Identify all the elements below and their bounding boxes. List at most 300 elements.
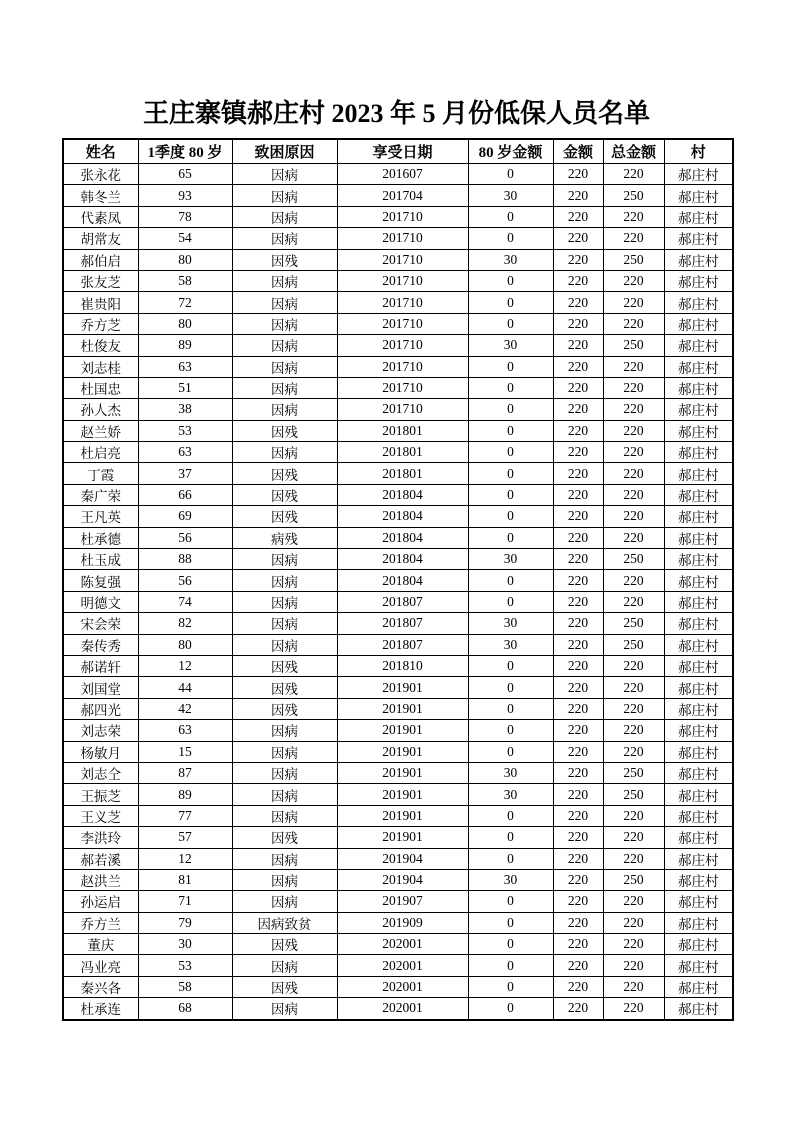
cell-cause-of-poverty: 因残 — [232, 506, 337, 527]
cell-benefit-start-date: 201904 — [337, 848, 468, 869]
cell-name: 胡常友 — [63, 228, 138, 249]
cell-cause-of-poverty: 因病 — [232, 270, 337, 291]
cell-name: 赵洪兰 — [63, 869, 138, 890]
cell-name: 杜玉成 — [63, 549, 138, 570]
cell-village: 郝庄村 — [664, 720, 733, 741]
cell-age-80-amount: 0 — [468, 677, 553, 698]
cell-age-80-amount: 0 — [468, 827, 553, 848]
cell-cause-of-poverty: 因病 — [232, 206, 337, 227]
cell-cause-of-poverty: 因残 — [232, 934, 337, 955]
cell-name: 杜启亮 — [63, 442, 138, 463]
cell-name: 杜承德 — [63, 527, 138, 548]
table-row — [63, 185, 733, 206]
cell-q1-age-80: 58 — [138, 270, 232, 291]
table-row — [63, 164, 733, 185]
table-row — [63, 527, 733, 548]
table-row — [63, 655, 733, 676]
cell-total-amount: 220 — [603, 912, 664, 933]
cell-cause-of-poverty: 因病 — [232, 613, 337, 634]
cell-age-80-amount: 0 — [468, 570, 553, 591]
cell-name: 赵兰娇 — [63, 420, 138, 441]
cell-cause-of-poverty: 因病 — [232, 634, 337, 655]
cell-name: 韩冬兰 — [63, 185, 138, 206]
cell-q1-age-80: 15 — [138, 741, 232, 762]
table-row — [63, 827, 733, 848]
cell-age-80-amount: 30 — [468, 335, 553, 356]
cell-age-80-amount: 0 — [468, 506, 553, 527]
cell-village: 郝庄村 — [664, 270, 733, 291]
cell-benefit-start-date: 201804 — [337, 506, 468, 527]
cell-cause-of-poverty: 因病 — [232, 784, 337, 805]
cell-q1-age-80: 12 — [138, 848, 232, 869]
cell-amount: 220 — [553, 292, 603, 313]
cell-village: 郝庄村 — [664, 613, 733, 634]
cell-village: 郝庄村 — [664, 463, 733, 484]
cell-benefit-start-date: 201710 — [337, 270, 468, 291]
cell-q1-age-80: 66 — [138, 484, 232, 505]
cell-q1-age-80: 69 — [138, 506, 232, 527]
cell-q1-age-80: 44 — [138, 677, 232, 698]
cell-age-80-amount: 0 — [468, 955, 553, 976]
table-body — [63, 164, 733, 1020]
cell-amount: 220 — [553, 335, 603, 356]
cell-village: 郝庄村 — [664, 442, 733, 463]
cell-name: 孙人杰 — [63, 399, 138, 420]
cell-village: 郝庄村 — [664, 185, 733, 206]
cell-total-amount: 250 — [603, 869, 664, 890]
cell-cause-of-poverty: 因病 — [232, 741, 337, 762]
cell-q1-age-80: 30 — [138, 934, 232, 955]
cell-amount: 220 — [553, 976, 603, 997]
cell-age-80-amount: 0 — [468, 206, 553, 227]
cell-amount: 220 — [553, 185, 603, 206]
welfare-roster-table — [62, 138, 734, 1021]
cell-village: 郝庄村 — [664, 206, 733, 227]
table-row — [63, 698, 733, 719]
cell-amount: 220 — [553, 741, 603, 762]
cell-name: 张友芝 — [63, 270, 138, 291]
cell-village: 郝庄村 — [664, 698, 733, 719]
cell-benefit-start-date: 201901 — [337, 762, 468, 783]
cell-name: 李洪玲 — [63, 827, 138, 848]
cell-village: 郝庄村 — [664, 249, 733, 270]
cell-q1-age-80: 71 — [138, 891, 232, 912]
cell-name: 杨敏月 — [63, 741, 138, 762]
cell-name: 冯业亮 — [63, 955, 138, 976]
cell-age-80-amount: 0 — [468, 292, 553, 313]
cell-amount: 220 — [553, 762, 603, 783]
cell-total-amount: 250 — [603, 249, 664, 270]
cell-cause-of-poverty: 因病 — [232, 891, 337, 912]
cell-name: 刘国堂 — [63, 677, 138, 698]
cell-village: 郝庄村 — [664, 549, 733, 570]
table-row — [63, 292, 733, 313]
cell-age-80-amount: 30 — [468, 869, 553, 890]
cell-total-amount: 220 — [603, 655, 664, 676]
table-row — [63, 570, 733, 591]
cell-amount: 220 — [553, 677, 603, 698]
cell-village: 郝庄村 — [664, 805, 733, 826]
cell-benefit-start-date: 201801 — [337, 463, 468, 484]
cell-amount: 220 — [553, 399, 603, 420]
table-row — [63, 463, 733, 484]
cell-village: 郝庄村 — [664, 228, 733, 249]
cell-name: 秦广荣 — [63, 484, 138, 505]
cell-total-amount: 220 — [603, 848, 664, 869]
table-row — [63, 998, 733, 1020]
cell-village: 郝庄村 — [664, 527, 733, 548]
cell-total-amount: 220 — [603, 463, 664, 484]
cell-village: 郝庄村 — [664, 591, 733, 612]
cell-q1-age-80: 58 — [138, 976, 232, 997]
cell-total-amount: 220 — [603, 377, 664, 398]
cell-total-amount: 220 — [603, 698, 664, 719]
cell-total-amount: 220 — [603, 998, 664, 1020]
cell-q1-age-80: 82 — [138, 613, 232, 634]
table-row — [63, 228, 733, 249]
cell-age-80-amount: 0 — [468, 527, 553, 548]
cell-benefit-start-date: 201807 — [337, 634, 468, 655]
cell-name: 郝若溪 — [63, 848, 138, 869]
cell-amount: 220 — [553, 784, 603, 805]
cell-total-amount: 220 — [603, 527, 664, 548]
table-row — [63, 741, 733, 762]
cell-name: 刘志桂 — [63, 356, 138, 377]
cell-total-amount: 220 — [603, 741, 664, 762]
cell-benefit-start-date: 201710 — [337, 292, 468, 313]
cell-name: 郝四光 — [63, 698, 138, 719]
cell-benefit-start-date: 201804 — [337, 570, 468, 591]
cell-total-amount: 250 — [603, 784, 664, 805]
cell-cause-of-poverty: 因病 — [232, 805, 337, 826]
cell-total-amount: 220 — [603, 827, 664, 848]
cell-cause-of-poverty: 因病致贫 — [232, 912, 337, 933]
table-row — [63, 356, 733, 377]
cell-village: 郝庄村 — [664, 891, 733, 912]
table-row — [63, 955, 733, 976]
table-row — [63, 848, 733, 869]
cell-village: 郝庄村 — [664, 912, 733, 933]
cell-name: 王义芝 — [63, 805, 138, 826]
cell-q1-age-80: 42 — [138, 698, 232, 719]
cell-cause-of-poverty: 因残 — [232, 827, 337, 848]
cell-village: 郝庄村 — [664, 570, 733, 591]
cell-village: 郝庄村 — [664, 399, 733, 420]
cell-benefit-start-date: 202001 — [337, 976, 468, 997]
cell-amount: 220 — [553, 720, 603, 741]
cell-village: 郝庄村 — [664, 762, 733, 783]
cell-name: 杜承连 — [63, 998, 138, 1020]
cell-name: 乔方兰 — [63, 912, 138, 933]
cell-cause-of-poverty: 因病 — [232, 955, 337, 976]
cell-village: 郝庄村 — [664, 634, 733, 655]
cell-age-80-amount: 0 — [468, 805, 553, 826]
cell-total-amount: 250 — [603, 762, 664, 783]
cell-cause-of-poverty: 因病 — [232, 185, 337, 206]
cell-total-amount: 250 — [603, 549, 664, 570]
cell-q1-age-80: 63 — [138, 442, 232, 463]
cell-total-amount: 250 — [603, 613, 664, 634]
cell-age-80-amount: 0 — [468, 356, 553, 377]
cell-benefit-start-date: 202001 — [337, 934, 468, 955]
cell-name: 代素凤 — [63, 206, 138, 227]
cell-benefit-start-date: 201901 — [337, 741, 468, 762]
table-row — [63, 206, 733, 227]
cell-village: 郝庄村 — [664, 655, 733, 676]
cell-age-80-amount: 0 — [468, 976, 553, 997]
table-row — [63, 506, 733, 527]
cell-q1-age-80: 81 — [138, 869, 232, 890]
table-row — [63, 249, 733, 270]
cell-name: 董庆 — [63, 934, 138, 955]
cell-village: 郝庄村 — [664, 955, 733, 976]
cell-total-amount: 220 — [603, 442, 664, 463]
cell-benefit-start-date: 201901 — [337, 720, 468, 741]
column-header-benefit-start-date: 享受日期 — [337, 139, 468, 164]
cell-q1-age-80: 89 — [138, 784, 232, 805]
cell-age-80-amount: 0 — [468, 655, 553, 676]
table-row — [63, 313, 733, 334]
cell-total-amount: 220 — [603, 677, 664, 698]
cell-age-80-amount: 0 — [468, 998, 553, 1020]
column-header-age-80-amount: 80 岁金额 — [468, 139, 553, 164]
table-row — [63, 784, 733, 805]
cell-q1-age-80: 80 — [138, 634, 232, 655]
cell-village: 郝庄村 — [664, 848, 733, 869]
cell-age-80-amount: 0 — [468, 484, 553, 505]
cell-name: 刘志仝 — [63, 762, 138, 783]
cell-q1-age-80: 68 — [138, 998, 232, 1020]
cell-q1-age-80: 63 — [138, 356, 232, 377]
table-row — [63, 399, 733, 420]
cell-q1-age-80: 80 — [138, 313, 232, 334]
cell-q1-age-80: 53 — [138, 420, 232, 441]
cell-total-amount: 220 — [603, 164, 664, 185]
cell-age-80-amount: 30 — [468, 185, 553, 206]
cell-village: 郝庄村 — [664, 506, 733, 527]
cell-cause-of-poverty: 因残 — [232, 655, 337, 676]
cell-total-amount: 220 — [603, 891, 664, 912]
cell-cause-of-poverty: 因残 — [232, 463, 337, 484]
cell-benefit-start-date: 201710 — [337, 377, 468, 398]
cell-amount: 220 — [553, 206, 603, 227]
cell-amount: 220 — [553, 934, 603, 955]
cell-total-amount: 220 — [603, 292, 664, 313]
cell-age-80-amount: 30 — [468, 784, 553, 805]
cell-cause-of-poverty: 因病 — [232, 720, 337, 741]
cell-village: 郝庄村 — [664, 869, 733, 890]
cell-cause-of-poverty: 因病 — [232, 335, 337, 356]
cell-name: 王凡英 — [63, 506, 138, 527]
cell-cause-of-poverty: 因病 — [232, 164, 337, 185]
cell-q1-age-80: 57 — [138, 827, 232, 848]
column-header-village: 村 — [664, 139, 733, 164]
cell-age-80-amount: 30 — [468, 634, 553, 655]
cell-amount: 220 — [553, 891, 603, 912]
cell-cause-of-poverty: 因残 — [232, 698, 337, 719]
cell-amount: 220 — [553, 655, 603, 676]
cell-total-amount: 220 — [603, 955, 664, 976]
cell-amount: 220 — [553, 591, 603, 612]
cell-amount: 220 — [553, 442, 603, 463]
cell-village: 郝庄村 — [664, 998, 733, 1020]
cell-amount: 220 — [553, 484, 603, 505]
cell-amount: 220 — [553, 848, 603, 869]
table-row — [63, 976, 733, 997]
cell-benefit-start-date: 201704 — [337, 185, 468, 206]
cell-benefit-start-date: 201804 — [337, 484, 468, 505]
cell-name: 明德文 — [63, 591, 138, 612]
cell-q1-age-80: 72 — [138, 292, 232, 313]
column-header-amount: 金额 — [553, 139, 603, 164]
cell-total-amount: 220 — [603, 206, 664, 227]
cell-total-amount: 220 — [603, 805, 664, 826]
cell-name: 郝伯启 — [63, 249, 138, 270]
cell-village: 郝庄村 — [664, 313, 733, 334]
cell-name: 宋会荣 — [63, 613, 138, 634]
cell-village: 郝庄村 — [664, 677, 733, 698]
cell-name: 刘志荣 — [63, 720, 138, 741]
cell-amount: 220 — [553, 270, 603, 291]
cell-amount: 220 — [553, 463, 603, 484]
cell-total-amount: 250 — [603, 335, 664, 356]
cell-q1-age-80: 38 — [138, 399, 232, 420]
cell-total-amount: 220 — [603, 570, 664, 591]
cell-village: 郝庄村 — [664, 292, 733, 313]
cell-name: 崔贵阳 — [63, 292, 138, 313]
cell-total-amount: 220 — [603, 976, 664, 997]
cell-total-amount: 220 — [603, 270, 664, 291]
cell-cause-of-poverty: 因残 — [232, 249, 337, 270]
cell-village: 郝庄村 — [664, 934, 733, 955]
cell-name: 孙运启 — [63, 891, 138, 912]
cell-age-80-amount: 0 — [468, 399, 553, 420]
cell-q1-age-80: 63 — [138, 720, 232, 741]
cell-age-80-amount: 0 — [468, 270, 553, 291]
cell-amount: 220 — [553, 506, 603, 527]
cell-village: 郝庄村 — [664, 976, 733, 997]
cell-age-80-amount: 0 — [468, 848, 553, 869]
cell-q1-age-80: 65 — [138, 164, 232, 185]
cell-amount: 220 — [553, 570, 603, 591]
cell-amount: 220 — [553, 313, 603, 334]
cell-amount: 220 — [553, 527, 603, 548]
cell-name: 王振芝 — [63, 784, 138, 805]
cell-name: 乔方芝 — [63, 313, 138, 334]
cell-age-80-amount: 30 — [468, 613, 553, 634]
cell-benefit-start-date: 201807 — [337, 591, 468, 612]
cell-amount: 220 — [553, 228, 603, 249]
cell-cause-of-poverty: 因残 — [232, 677, 337, 698]
cell-amount: 220 — [553, 549, 603, 570]
cell-total-amount: 220 — [603, 506, 664, 527]
table-header-row — [63, 139, 733, 164]
cell-benefit-start-date: 201801 — [337, 420, 468, 441]
cell-village: 郝庄村 — [664, 377, 733, 398]
table-row — [63, 762, 733, 783]
cell-name: 杜俊友 — [63, 335, 138, 356]
cell-benefit-start-date: 201901 — [337, 677, 468, 698]
cell-age-80-amount: 0 — [468, 420, 553, 441]
table-row — [63, 270, 733, 291]
cell-amount: 220 — [553, 613, 603, 634]
table-row — [63, 677, 733, 698]
cell-benefit-start-date: 202001 — [337, 955, 468, 976]
cell-cause-of-poverty: 因病 — [232, 998, 337, 1020]
cell-cause-of-poverty: 因病 — [232, 399, 337, 420]
cell-total-amount: 220 — [603, 591, 664, 612]
cell-name: 郝诺轩 — [63, 655, 138, 676]
cell-cause-of-poverty: 因病 — [232, 869, 337, 890]
cell-total-amount: 220 — [603, 934, 664, 955]
table-row — [63, 934, 733, 955]
cell-benefit-start-date: 201804 — [337, 549, 468, 570]
cell-q1-age-80: 80 — [138, 249, 232, 270]
cell-age-80-amount: 0 — [468, 228, 553, 249]
table-row — [63, 484, 733, 505]
cell-amount: 220 — [553, 912, 603, 933]
cell-village: 郝庄村 — [664, 827, 733, 848]
cell-cause-of-poverty: 病残 — [232, 527, 337, 548]
cell-benefit-start-date: 201710 — [337, 313, 468, 334]
cell-age-80-amount: 0 — [468, 442, 553, 463]
cell-benefit-start-date: 201901 — [337, 698, 468, 719]
table-row — [63, 442, 733, 463]
cell-amount: 220 — [553, 805, 603, 826]
cell-cause-of-poverty: 因病 — [232, 377, 337, 398]
cell-village: 郝庄村 — [664, 741, 733, 762]
cell-amount: 220 — [553, 164, 603, 185]
cell-q1-age-80: 78 — [138, 206, 232, 227]
cell-benefit-start-date: 201909 — [337, 912, 468, 933]
cell-q1-age-80: 87 — [138, 762, 232, 783]
cell-benefit-start-date: 201710 — [337, 335, 468, 356]
cell-village: 郝庄村 — [664, 784, 733, 805]
cell-q1-age-80: 37 — [138, 463, 232, 484]
cell-benefit-start-date: 201907 — [337, 891, 468, 912]
cell-age-80-amount: 0 — [468, 720, 553, 741]
cell-cause-of-poverty: 因残 — [232, 976, 337, 997]
cell-total-amount: 220 — [603, 356, 664, 377]
cell-amount: 220 — [553, 955, 603, 976]
cell-village: 郝庄村 — [664, 356, 733, 377]
cell-name: 秦兴各 — [63, 976, 138, 997]
cell-village: 郝庄村 — [664, 335, 733, 356]
cell-amount: 220 — [553, 698, 603, 719]
cell-benefit-start-date: 201710 — [337, 228, 468, 249]
cell-name: 张永花 — [63, 164, 138, 185]
cell-age-80-amount: 0 — [468, 912, 553, 933]
cell-benefit-start-date: 201807 — [337, 613, 468, 634]
table-row — [63, 591, 733, 612]
cell-total-amount: 220 — [603, 484, 664, 505]
cell-age-80-amount: 30 — [468, 549, 553, 570]
cell-age-80-amount: 0 — [468, 741, 553, 762]
cell-total-amount: 220 — [603, 399, 664, 420]
cell-benefit-start-date: 201710 — [337, 206, 468, 227]
cell-name: 杜国忠 — [63, 377, 138, 398]
cell-age-80-amount: 0 — [468, 891, 553, 912]
table-row — [63, 720, 733, 741]
cell-cause-of-poverty: 因病 — [232, 848, 337, 869]
cell-amount: 220 — [553, 634, 603, 655]
cell-benefit-start-date: 201810 — [337, 655, 468, 676]
cell-cause-of-poverty: 因病 — [232, 228, 337, 249]
cell-benefit-start-date: 201804 — [337, 527, 468, 548]
table-row — [63, 869, 733, 890]
column-header-total-amount: 总金额 — [603, 139, 664, 164]
table-row — [63, 805, 733, 826]
